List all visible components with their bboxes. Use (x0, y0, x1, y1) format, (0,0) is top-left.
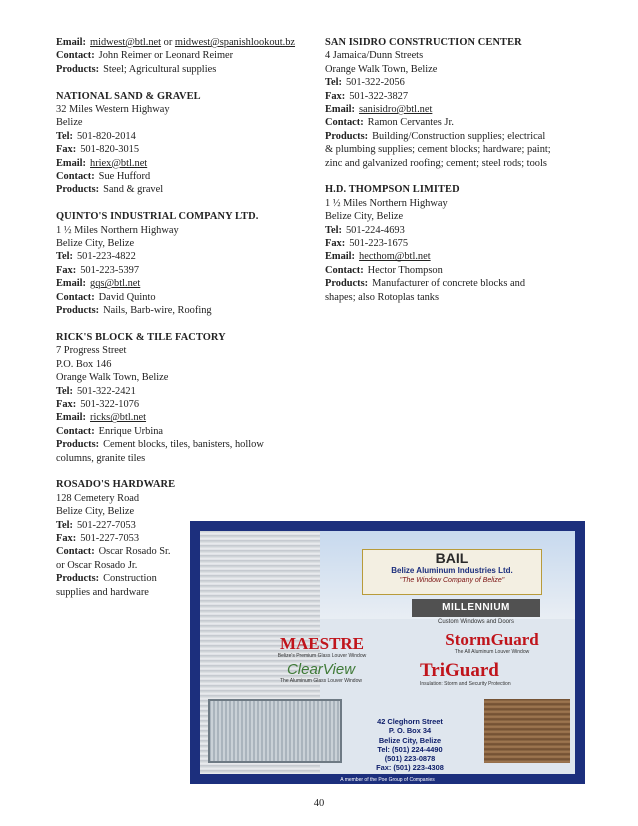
tel-line: Tel: 501-224-4693 (325, 224, 405, 236)
tel-line: Tel: 501-820-2014 (56, 130, 136, 142)
products-line: Products: Cement blocks, tiles, banisters, hollow (56, 439, 264, 451)
contact-line: or Oscar Rosado Jr. (56, 559, 138, 571)
address-line: Belize City, Belize (56, 506, 135, 518)
company-name: NATIONAL SAND & GRAVEL (56, 90, 201, 102)
listing-quinto-industrial (56, 210, 318, 317)
page-number: 40 (313, 798, 325, 809)
email-line: Email: ricks@btl.net (56, 412, 147, 424)
contact-line: Contact: John Reimer or Leonard Reimer (56, 50, 234, 62)
ad-footer: A member of the Poe Group of Companies (340, 777, 435, 783)
address-line: 32 Miles Western Highway (56, 104, 170, 116)
bail-company-name: Belize Aluminum Industries Ltd. (391, 566, 513, 575)
products-line: Products: Manufacturer of concrete blocks and (325, 278, 526, 290)
address-line: 128 Cemetery Road (56, 492, 140, 504)
listing-national-sand-gravel (56, 90, 318, 197)
contact-line: Contact: Enrique Urbina (56, 425, 164, 437)
clearview-brand: ClearView The Aluminum Glass Louver Window (280, 661, 362, 684)
address-line: 1 ½ Miles Northern Highway (325, 197, 448, 209)
email-line: Email: hecthom@btl.net (325, 251, 431, 263)
contact-line: Contact: Oscar Rosado Sr. (56, 546, 171, 558)
maestre-brand: MAESTRE Belize's Premium Glass Louver Window (277, 634, 367, 659)
address-line: 4 Jamaica/Dunn Streets (325, 50, 424, 62)
address-line: P.O. Box 146 (56, 358, 112, 370)
ad-email (340, 773, 480, 774)
company-name: SAN ISIDRO CONSTRUCTION CENTER (325, 37, 522, 48)
millennium-subtitle: Custom Windows and Doors (437, 619, 515, 625)
address-line: Belize (56, 117, 83, 129)
ad-frame (200, 531, 575, 774)
tel-line: Tel: 501-322-2421 (56, 385, 136, 397)
bail-slogan: "The Window Company of Belize" (399, 577, 505, 584)
address-line: 1 ½ Miles Northern Highway (56, 224, 179, 236)
listing-ricks-block-tile (56, 331, 318, 465)
fax-line: Fax: 501-322-3827 (325, 90, 409, 102)
contact-line: Contact: Sue Hufford (56, 171, 151, 183)
products-line: Products: Building/Construction supplies; electrical (325, 130, 546, 142)
company-name: ROSADO'S HARDWARE (56, 479, 176, 491)
email-link[interactable]: sanisidro@btl.net (359, 104, 433, 116)
products-line: zinc and galvanized roofing; cement; steel rods; tools (325, 157, 547, 169)
bail-advertisement (190, 521, 585, 784)
email-link[interactable]: gqs@btl.net (90, 278, 141, 290)
address-line: Belize City, Belize (325, 211, 404, 223)
email-link[interactable]: hecthom@btl.net (359, 251, 431, 263)
fax-line: Fax: 501-223-5397 (56, 264, 140, 276)
address-line: Orange Walk Town, Belize (325, 63, 438, 75)
email-line: Email: midwest@btl.net or midwest@spanishlookout.bz (56, 37, 296, 48)
products-line: & plumbing supplies; cement blocks; hardware; paint; (325, 144, 551, 156)
bail-logo-box (362, 549, 542, 595)
products-line: columns, granite tiles (56, 452, 146, 464)
tel-line: Tel: 501-227-7053 (56, 519, 136, 531)
products-line: supplies and hardware (56, 586, 149, 598)
address-line: Belize City, Belize (56, 238, 135, 250)
email-link[interactable]: midwest@spanishlookout.bz (174, 37, 296, 48)
listing-san-isidro (325, 36, 587, 170)
products-line: Products: Nails, Barb-wire, Roofing (56, 305, 212, 317)
listing-hd-thompson (325, 183, 587, 304)
email-line: Email: hriex@btl.net (56, 157, 148, 169)
contact-line: Contact: Hector Thompson (325, 264, 443, 276)
fax-line: Fax: 501-820-3015 (56, 144, 140, 156)
right-column (325, 36, 587, 318)
email-link[interactable]: ricks@btl.net (90, 412, 147, 424)
stormguard-brand: StormGuard The All Aluminum Louver Window (445, 630, 539, 655)
tel-line: Tel: 501-322-2056 (325, 77, 405, 89)
door-image (484, 699, 570, 763)
fax-line: Fax: 501-223-1675 (325, 238, 409, 250)
email-line: Email: sanisidro@btl.net (325, 104, 433, 116)
email-link[interactable]: hriex@btl.net (90, 157, 148, 169)
company-name: QUINTO'S INDUSTRIAL COMPANY LTD. (56, 211, 259, 223)
company-name: H.D. THOMPSON LIMITED (325, 184, 460, 196)
contact-line: Contact: David Quinto (56, 291, 156, 303)
address-line: 7 Progress Street (56, 345, 127, 357)
bail-logo: BAIL (435, 550, 469, 566)
products-line: Products: Construction (56, 573, 157, 585)
tel-line: Tel: 501-223-4822 (56, 251, 136, 263)
contact-line: Contact: Ramon Cervantes Jr. (325, 117, 454, 129)
ad-address-block: 42 Cleghorn Street P. O. Box 34 Belize City, Belize Tel: (501) 224-4490 (501) 223-0878 Fax: (501) 223-4308 (340, 717, 480, 774)
email-link[interactable]: midwest@btl.net (90, 37, 162, 48)
address-line: Orange Walk Town, Belize (56, 372, 169, 384)
products-line: shapes; also Rotoplas tanks (325, 291, 439, 303)
window-image (208, 699, 342, 763)
products-line: Products: Sand & gravel (56, 184, 164, 196)
listing-midwest-continued (56, 36, 318, 76)
fax-line: Fax: 501-227-7053 (56, 532, 140, 544)
company-name: RICK'S BLOCK & TILE FACTORY (56, 331, 226, 343)
fax-line: Fax: 501-322-1076 (56, 398, 140, 410)
email-line: Email: gqs@btl.net (56, 278, 141, 290)
triguard-brand: TriGuard Insulation: Storm and Security Protection (420, 660, 511, 687)
millennium-logo: MILLENNIUM (412, 599, 540, 617)
products-line: Products: Steel; Agricultural supplies (56, 63, 217, 75)
